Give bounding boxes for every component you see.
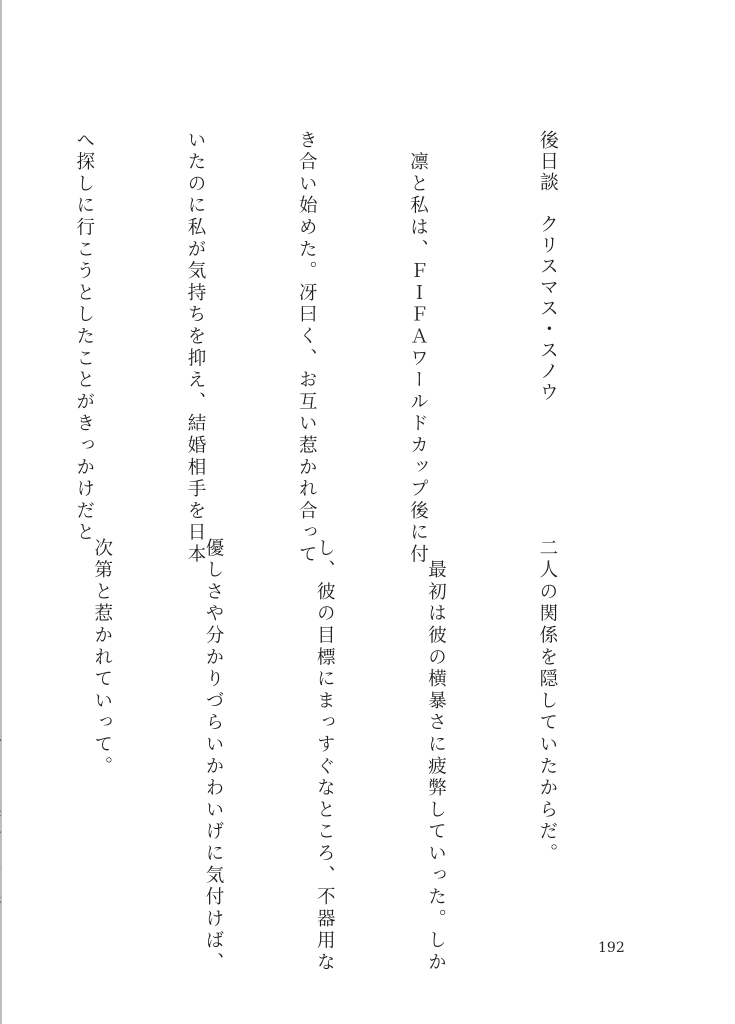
text-line — [0, 538, 9, 923]
text-line: 二人の関係を隠していたからだ。 — [536, 538, 558, 865]
page-number: 192 — [598, 940, 625, 956]
text-line: 最初は彼の横暴さに疲弊していった。しか — [425, 538, 447, 974]
text-line: 優しさや分かりづらいかわいげに気付けば、 — [202, 538, 224, 974]
upper-text-block — [0, 130, 640, 566]
text-line: 次第と惹かれていって。 — [91, 538, 113, 778]
text-line: し、彼の目標にまっすぐなところ、不器用な — [314, 538, 336, 974]
text-line: 凛と私は、ＦＩＦＡワールドカップ後に付 — [407, 130, 429, 566]
text-line: へ探しに行こうとしたことがきっかけだと — [73, 130, 95, 545]
text-line: き合い始めた。冴曰く、お互い惹かれ合って — [296, 130, 318, 566]
chapter-title: 後日談 クリスマス・スノウ — [536, 130, 559, 403]
text-line: いたのに私が気持ちを抑え、結婚相手を日本 — [184, 130, 206, 566]
